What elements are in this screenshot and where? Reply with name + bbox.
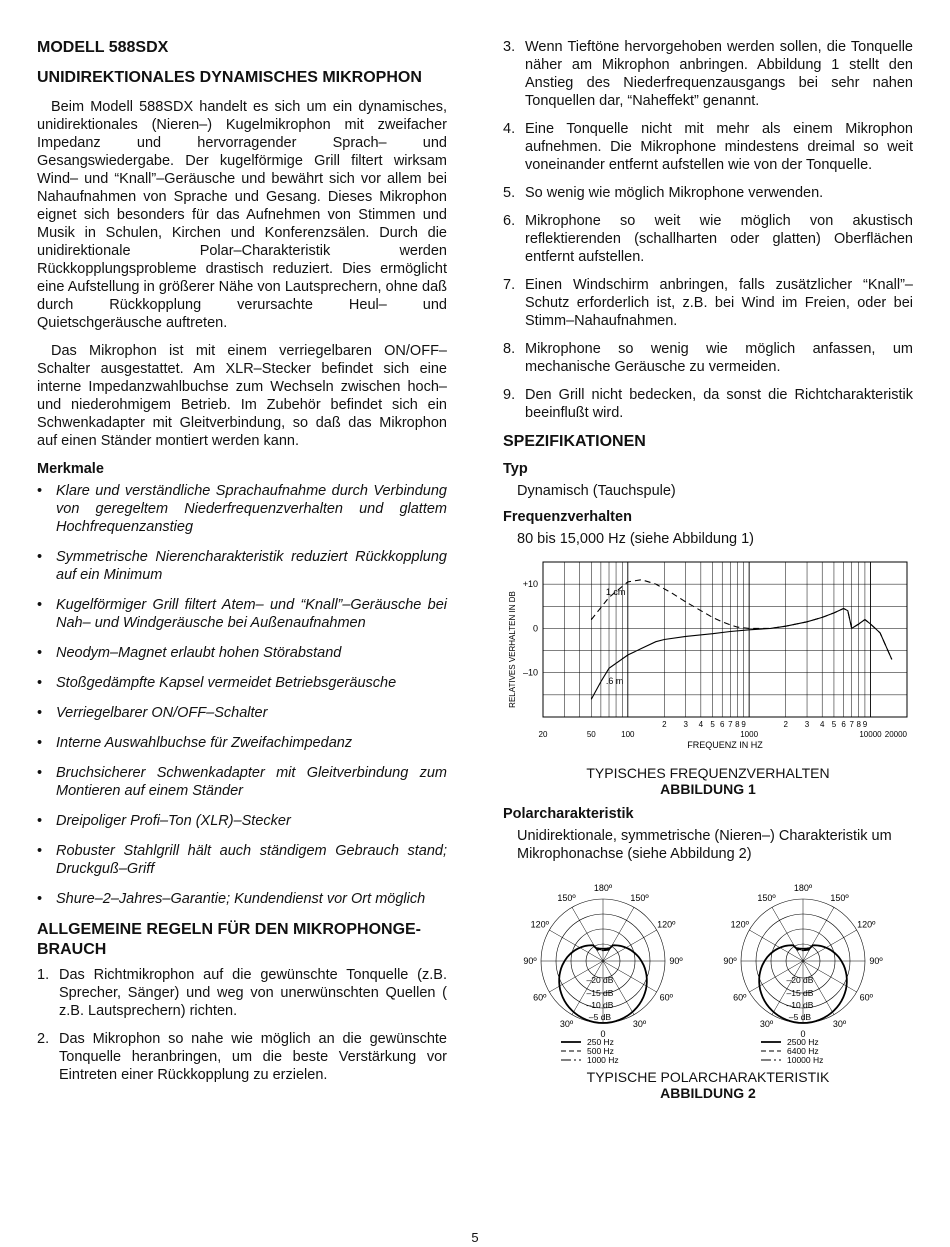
rule-number: 7. [503,277,516,293]
rules-list-right [503,38,913,422]
polar-angle-label: 90º [523,956,537,966]
x-tick-label: 6 [841,720,846,729]
polar-angle-label: 60º [859,992,873,1003]
polar-angle-label: 90º [669,956,683,966]
rule-number: 6. [503,213,516,229]
polar-spoke [803,930,857,961]
rule-text: Das Mikrophon so nahe wie möglich an die gewünschte Tonquelle heranbringen, um die beste Verstärkung vor Eintreten einer Rückkopplung zu erzielen. [59,1031,447,1083]
polar-ring-label: –20 dB [786,975,814,985]
rule-text: Den Grill nicht bedecken, da sonst die Richtcharakteristik beeinflußt wird. [525,387,913,421]
series-label: .6 m [605,675,624,686]
polar-charts-row [503,869,903,1069]
polar-angle-label: 180º [593,883,613,893]
polar-angle-label: 30º [559,1019,574,1030]
polar-spoke [549,930,603,961]
polar-spoke [603,907,634,961]
left-column [37,38,447,1094]
feature-item: • Neodym–Magnet erlaubt hohen Störabstand [37,644,447,662]
typ-label: Typ [503,461,528,477]
polar-spoke [572,907,603,961]
rule-number: 3. [503,39,516,55]
polar-angle-label: 150º [757,892,776,903]
figure1-caption-text: TYPISCHES FREQUENZVERHALTEN [586,765,830,781]
plot-frame [543,562,907,717]
model-title: MODELL 588SDX [37,39,169,56]
rule-text: Wenn Tieftöne hervorgehoben werden sollen, die Tonquelle näher am Mikrophon anbringen. Abbildung 1 stellt den Anstieg des Niederfrequenzausgangs bei sehr nahen Tonquellen dar, “Naheffekt” genannt. [525,39,913,109]
polar-angle-label: 30º [632,1019,647,1030]
rule-item [503,184,913,202]
rule-text: Einen Windschirm anbringen, falls zusätzlicher “Knall”–Schutz erforderlich ist, z.B. bei Wind im Freien, oder bei Stimm–Nahaufnahmen. [525,277,913,329]
x-tick-label: 9 [862,720,868,729]
x-axis-label: FREQUENZ IN HZ [687,740,763,750]
rule-item [503,276,913,330]
x-tick-label: 3 [683,720,688,729]
polar-angle-label: 60º [533,992,547,1003]
rule-item [503,120,913,174]
polar-legend-label: 10000 Hz [787,1055,824,1065]
rule-number: 4. [503,121,516,137]
y-tick-label: 0 [532,623,538,634]
rules-heading: ALLGEMEINE REGELN FÜR DEN MIKROPHONGE-BRAUCH [37,921,422,958]
page-number: 5 [471,1230,479,1245]
y-tick-label: +10 [522,579,538,590]
polar-angle-label: 150º [830,892,849,903]
rule-item [503,340,913,376]
x-tick-label: 10000 [859,730,882,739]
feature-item: • Kugelförmiger Grill filtert Atem– und “Knall”–Geräusche bei Nah– und Windgeräusche bei Außenaufnahmen [37,596,447,632]
figure2-label: ABBILDUNG 2 [660,1085,756,1101]
x-tick-label: 4 [698,720,704,729]
rules-list-left [37,966,447,1084]
polar-angle-label: 120º [857,919,876,930]
feature-item: • Interne Auswahlbuchse für Zweifachimpedanz [37,734,447,752]
polar-ring-label: –15 dB [786,988,814,998]
polar-ring-label: –20 dB [586,975,614,985]
product-subtitle: UNIDIREKTIONALES DYNAMISCHES MIKROPHON [37,69,422,86]
rule-text: Eine Tonquelle nicht mit mehr als einem Mikrophon aufnehmen. Die Mikrophone mindestens dreimal so weit voneinander entfernt aufstellen wie von der Tonquelle. [525,121,913,173]
polar-spoke [772,907,803,961]
feature-item: • Bruchsicherer Schwenkadapter mit Gleitverbindung zum Montieren auf einem Ständer [37,764,447,800]
x-tick-label: 7 [728,720,733,729]
polar-angle-label: 120º [530,919,549,930]
polar-legend-label: 2500 Hz [787,1037,819,1047]
rule-text: Mikrophone so weit wie möglich von akustisch reflektierenden (schallharten oder glatten) Oberflächen entfernt aufstellen. [525,213,913,265]
rule-item [503,38,913,110]
polar-legend-label: 6400 Hz [787,1046,819,1056]
polar-legend-label: 1000 Hz [587,1055,619,1065]
series-line-1 [591,609,892,700]
rule-text: So wenig wie möglich Mikrophone verwenden. [525,185,824,201]
features-heading: Merkmale [37,461,104,477]
x-tick-label: 2 [662,720,667,729]
polar-angle-label: 90º [869,956,883,966]
rule-text: Das Richtmikrophon auf die gewünschte Tonquelle (z.B. Sprecher, Sänger) und weg von unerwünschten Quellen ( z.B. Lautsprechern) richten. [59,967,447,1019]
polar-angle-label: 0 [800,1029,806,1039]
x-tick-label: 8 [856,720,861,729]
x-tick-label: 5 [710,720,715,729]
figure1-label: ABBILDUNG 1 [660,781,756,797]
polar-chart-high [703,869,903,1069]
feature-item: • Stoßgedämpfte Kapsel vermeidet Betriebsgeräusche [37,674,447,692]
spec-heading: SPEZIFIKATIONEN [503,433,646,450]
x-tick-label: 4 [819,720,825,729]
x-tick-label: 6 [719,720,725,729]
freq-value: 80 bis 15,000 Hz (siehe Abbildung 1) [517,531,754,547]
polar-legend-label: 250 Hz [587,1037,614,1047]
polar-angle-label: 60º [659,992,673,1003]
feature-item: • Klare und verständliche Sprachaufnahme durch Verbindung von geregeltem Niederfrequenzverhalten und glattem Hochfrequenzanstieg [37,482,447,536]
figure2-caption-text: TYPISCHE POLARCHARAKTERISTIK [586,1069,830,1085]
x-tick-label: 100 [621,730,635,739]
polar-angle-label: 120º [657,919,676,930]
x-tick-label: 20 [538,730,548,739]
polar-chart-low [503,869,703,1069]
rule-number: 1. [37,967,50,983]
series-line-0 [591,580,892,660]
polar-angle-label: 0 [600,1029,606,1039]
intro-paragraph: Beim Modell 588SDX handelt es sich um ein dynamisches, unidirektionales (Nieren–) Kugelmikrophon mit zweifacher Impedanz und hervorragender Sprach– und Gesangswiedergabe. Der kugelförmige Grill filtert wirksam Wind– und “Knall”–Geräusche und bewährt sich vor allem bei Nahaufnahmen von Sprache und Gesang. Dieses Mikrophon eignet sich besonders für das Aufnehmen von Stimmen und Musik in Schulen, Kirchen und Konferenzsälen. Durch die unidirektionale Polar–Charakteristik werden Rückkopplungsprobleme drastisch reduziert. Dies ermöglicht eine Aufstellung in größerer Nähe von Lautsprechern, ohne daß durch Rückkopplung verursachte Heul– und Quietschgeräusche auftreten. [37,99,447,331]
figure2-caption [503,1069,913,1101]
feature-item: • Symmetrische Nierencharakteristik reduziert Rückkopplung auf ein Minimum [37,548,447,584]
polar-angle-label: 150º [630,892,649,903]
polar-ring-label: –10 dB [586,1000,614,1010]
x-tick-label: 20000 [884,730,907,739]
x-tick-label: 7 [849,720,854,729]
typ-value: Dynamisch (Tauchspule) [517,483,676,499]
feature-item: • Robuster Stahlgrill hält auch ständigem Gebrauch stand; Druckguß–Griff [37,842,447,878]
polar-angle-label: 150º [557,892,576,903]
right-column [503,38,913,1101]
rule-item [37,966,447,1020]
x-tick-label: 5 [831,720,837,729]
polar-angle-label: 120º [730,919,749,930]
rule-text: Mikrophone so wenig wie möglich anfassen, um mechanische Geräusche zu vermeiden. [525,341,913,375]
x-tick-label: 9 [741,720,746,729]
polar-spoke [603,930,657,961]
switch-paragraph: Das Mikrophon ist mit einem verriegelbaren ON/OFF–Schalter ausgestattet. Am XLR–Stecker befindet sich eine interne Impedanzwahlbuchse zum Wechseln zwischen hoch– und niederohmigem Betrieb. Im Zubehör befindet sich ein Schwenkadapter mit Gleitverbindung, so daß das Mikrophon auf einen Ständer montiert werden kann. [37,343,447,449]
y-tick-label: –10 [522,667,538,678]
polar-angle-label: 90º [723,956,737,966]
rule-item [503,386,913,422]
freq-label: Frequenzverhalten [503,509,632,525]
polar-value: Unidirektionale, symmetrische (Nieren–) Charakteristik um Mikrophonachse (siehe Abbildung 2) [517,828,892,862]
feature-item: • Verriegelbarer ON/OFF–Schalter [37,704,447,722]
polar-angle-label: 30º [832,1019,847,1030]
polar-ring-label: –10 dB [786,1000,814,1010]
y-axis-label: RELATIVES VERHALTEN IN DB [508,591,517,708]
polar-ring-label: –15 dB [586,988,614,998]
figure1-caption [503,765,913,797]
series-label: 1 cm [605,587,626,598]
rule-item [503,212,913,266]
polar-label: Polarcharakteristik [503,806,634,822]
rule-number: 8. [503,341,516,357]
polar-angle-label: 30º [759,1019,774,1030]
feature-item: • Dreipoliger Profi–Ton (XLR)–Stecker [37,812,447,830]
features-list [37,482,447,908]
rule-item [37,1030,447,1084]
rule-number: 5. [503,185,516,201]
x-tick-label: 2 [783,720,788,729]
polar-angle-label: 180º [793,883,813,893]
polar-legend-label: 500 Hz [587,1046,614,1056]
polar-ring-label: –5 dB [788,1012,812,1022]
polar-spoke [749,930,803,961]
frequency-response-chart [503,554,913,754]
rule-number: 2. [37,1031,50,1047]
rule-number: 9. [503,387,516,403]
x-tick-label: 50 [586,730,596,739]
feature-item: • Shure–2–Jahres–Garantie; Kundendienst vor Ort möglich [37,890,447,908]
x-tick-label: 1000 [740,730,759,739]
polar-ring-label: –5 dB [588,1012,612,1022]
polar-spoke [803,907,834,961]
polar-angle-label: 60º [733,992,747,1003]
x-tick-label: 3 [804,720,810,729]
x-tick-label: 8 [735,720,740,729]
